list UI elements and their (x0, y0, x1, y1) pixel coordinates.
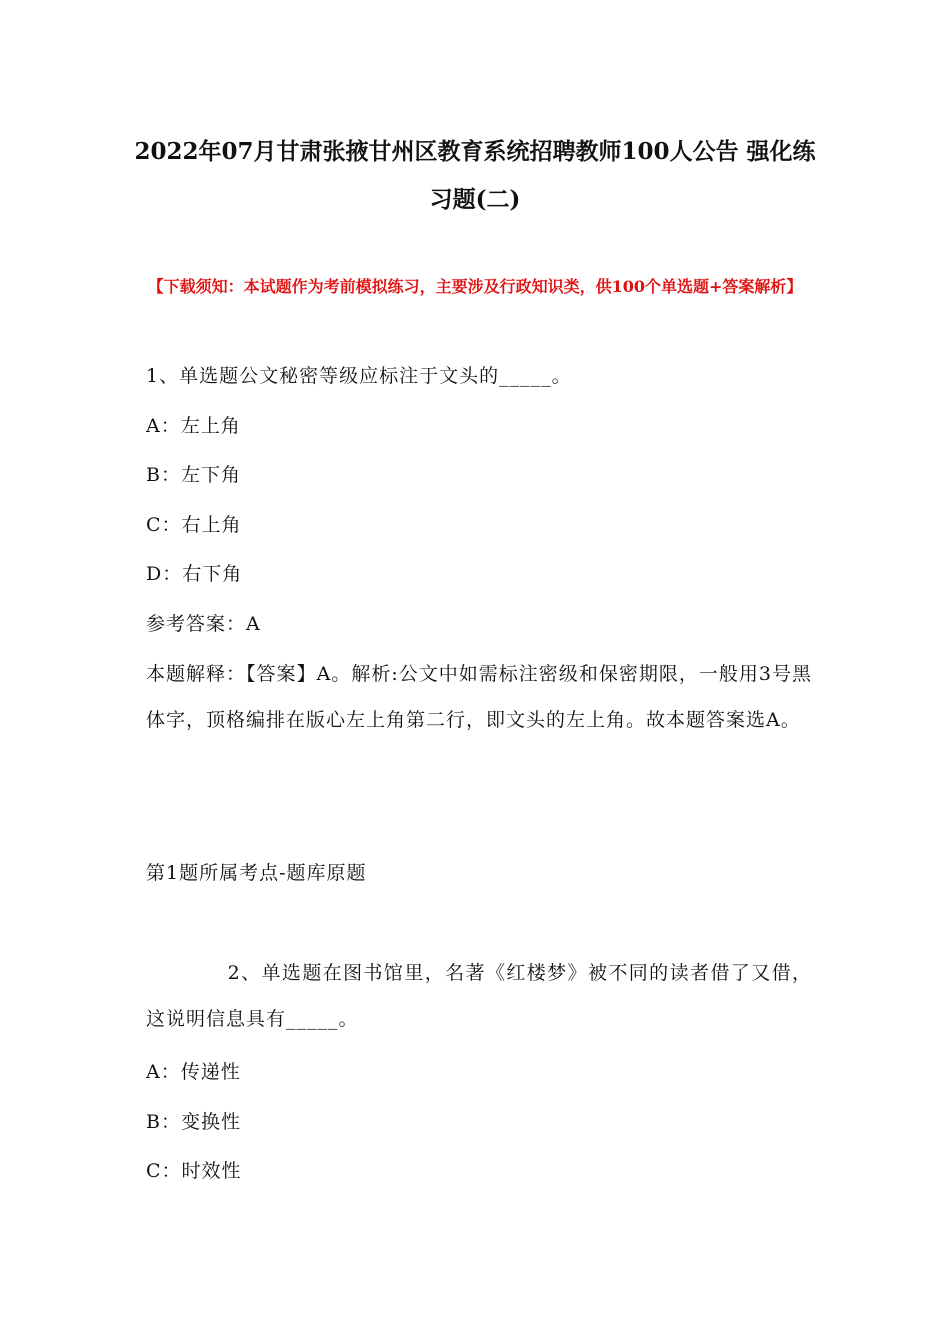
question-2-stem: 2、单选题在图书馆里，名著《红楼梦》被不同的读者借了又借，这说明信息具有_____。 (146, 962, 812, 1030)
question-1-stem: 1、单选题公文秘密等级应标注于文头的_____。 (146, 365, 572, 387)
question-2-option-b: B：变换性 (146, 1111, 241, 1133)
download-notice: 【下载须知：本试题作为考前模拟练习，主要涉及行政知识类，供100个单选题+答案解析】 (147, 277, 803, 296)
question-1-option-a: A：左上角 (146, 415, 241, 437)
question-1-option-c: C：右上角 (146, 514, 242, 536)
question-1-answer: 参考答案：A (146, 613, 261, 635)
question-1-explanation: 本题解释：【答案】A。解析:公文中如需标注密级和保密期限，一般用3号黑体字，顶格编排在版心左上角第二行，即文头的左上角。故本题答案选A。 (146, 663, 812, 731)
question-1-option-d: D：右下角 (146, 563, 243, 585)
question-1-option-b: B：左下角 (146, 464, 241, 486)
document-title: 2022年07月甘肃张掖甘州区教育系统招聘教师100人公告 强化练习题(二) (134, 138, 816, 213)
question-2-option-a: A：传递性 (146, 1061, 241, 1083)
question-1-point: 第1题所属考点-题库原题 (146, 862, 367, 884)
question-2-option-c: C：时效性 (146, 1160, 242, 1182)
